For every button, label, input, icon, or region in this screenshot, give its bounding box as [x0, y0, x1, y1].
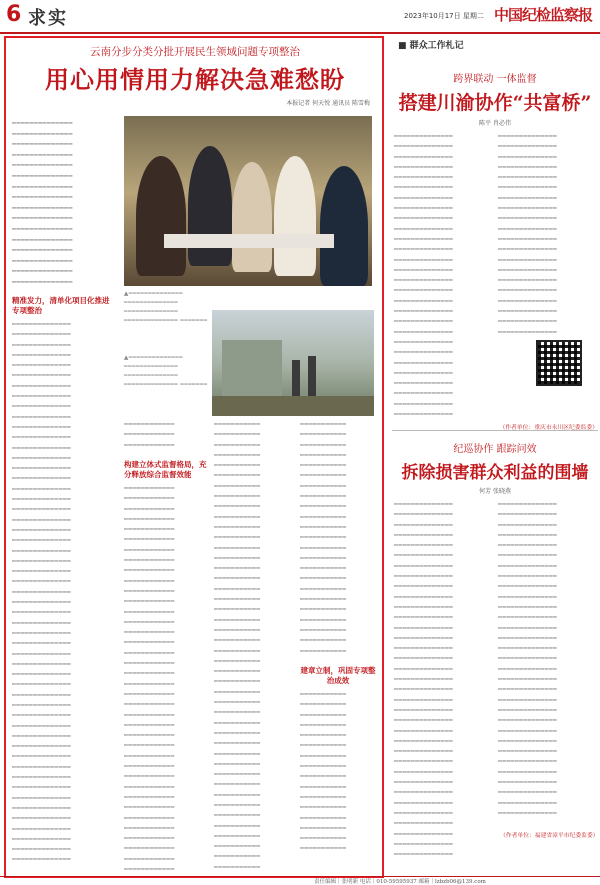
issue-date: 2023年10月17日 星期二: [404, 12, 484, 20]
right-kicker-1: 跨界联动 一体监督: [453, 74, 537, 85]
body-column-1: ━━━━━━━━━━━━━━ ━━━━━━━━━━━━━━ ━━━━━━━━━━━━━━ ━━━━━━━━━━━━━━ ━━━━━━━━━━━━━━ ━━━━━━━━━━━━━━ ━━━━━━━━━━━━━━ ━━━━━━━━━━━━━━ ━━━━━━━━━━━━━━ ━━━━━━━━━━━━━━ ━━━━━━━━━━━━━━ ━━━━━━━━━━━━━━ ━━━━━━━━━━━━━━ ━━━━━━━━━━━━━━ ━━━━━━━━━━━━━━ ━━━━━━━━━━━━━━ ━━━━━━━━━━━━━━ ━━━━━━━━━━━━━━ ━━━━━━━━━━━━━━ ━━━━━━━━━━━━━━ ━━━━━━━━━━━━━━ ━━━━━━━━━━━━━━ ━━━━━━━━━━━━━━ ━━━━━━━━━━━━━━ ━━━━━━━━━━━━━━ ━━━━━━━━━━━━━━ ━━━━━━━━━━━━━━ ━━━━━━━━━━━━━━ ━━━━━━━━━━━━━━ ━━━━━━━━━━━━━━ ━━━━━━━━━━━━━━ ━━━━━━━━━━━━━━ ━━━━━━━━━━━━━━ ━━━━━━━━━━━━━━ ━━━━━━━━━━━━━━ ━━━━━━━━━━━━━━ ━━━━━━━━━━━━━━ ━━━━━━━━━━━━━━ ━━━━━━━━━━━━━━ ━━━━━━━━━━━━━━ ━━━━━━━━━━━━━━ ━━━━━━━━━━━━━━ ━━━━━━━━━━━━━━ ━━━━━━━━━━━━━━ ━━━━━━━━━━━━━━ ━━━━━━━━━━━━━━ ━━━━━━━━━━━━━━ ━━━━━━━━━━━━━━ ━━━━━━━━━━━━━━ ━━━━━━━━━━━━━━ ━━━━━━━━━━━━━━ ━━━━━━━━━━━━━━ ━━━━━━━━━━━━━━: [12, 321, 72, 864]
body-column-4: ━━━━━━━━━━━ ━━━━━━━━━━━ ━━━━━━━━━━━ ━━━━━━━━━━━ ━━━━━━━━━━━ ━━━━━━━━━━━ ━━━━━━━━━━━ ━━━━━━━━━━━ ━━━━━━━━━━━ ━━━━━━━━━━━ ━━━━━━━━━━━ ━━━━━━━━━━━ ━━━━━━━━━━━ ━━━━━━━━━━━ ━━━━━━━━━━━ ━━━━━━━━━━━: [300, 691, 347, 853]
right2-column-1: ━━━━━━━━━━━━━━ ━━━━━━━━━━━━━━ ━━━━━━━━━━━━━━ ━━━━━━━━━━━━━━ ━━━━━━━━━━━━━━ ━━━━━━━━━━━━━━ ━━━━━━━━━━━━━━ ━━━━━━━━━━━━━━ ━━━━━━━━━━━━━━ ━━━━━━━━━━━━━━ ━━━━━━━━━━━━━━ ━━━━━━━━━━━━━━ ━━━━━━━━━━━━━━ ━━━━━━━━━━━━━━ ━━━━━━━━━━━━━━ ━━━━━━━━━━━━━━ ━━━━━━━━━━━━━━ ━━━━━━━━━━━━━━ ━━━━━━━━━━━━━━ ━━━━━━━━━━━━━━ ━━━━━━━━━━━━━━ ━━━━━━━━━━━━━━ ━━━━━━━━━━━━━━ ━━━━━━━━━━━━━━ ━━━━━━━━━━━━━━ ━━━━━━━━━━━━━━ ━━━━━━━━━━━━━━ ━━━━━━━━━━━━━━ ━━━━━━━━━━━━━━ ━━━━━━━━━━━━━━ ━━━━━━━━━━━━━━ ━━━━━━━━━━━━━━ ━━━━━━━━━━━━━━ ━━━━━━━━━━━━━━ ━━━━━━━━━━━━━━: [394, 501, 454, 859]
right-kicker-2: 纪巡协作 跟踪问效: [453, 444, 537, 455]
body-column-3: ━━━━━━━━━━━ ━━━━━━━━━━━ ━━━━━━━━━━━ ━━━━━━━━━━━ ━━━━━━━━━━━ ━━━━━━━━━━━ ━━━━━━━━━━━ ━━━━━━━━━━━ ━━━━━━━━━━━ ━━━━━━━━━━━ ━━━━━━━━━━━ ━━━━━━━━━━━ ━━━━━━━━━━━ ━━━━━━━━━━━ ━━━━━━━━━━━ ━━━━━━━━━━━ ━━━━━━━━━━━ ━━━━━━━━━━━ ━━━━━━━━━━━ ━━━━━━━━━━━ ━━━━━━━━━━━ ━━━━━━━━━━━ ━━━━━━━━━━━ ━━━━━━━━━━━ ━━━━━━━━━━━ ━━━━━━━━━━━ ━━━━━━━━━━━ ━━━━━━━━━━━ ━━━━━━━━━━━ ━━━━━━━━━━━ ━━━━━━━━━━━ ━━━━━━━━━━━ ━━━━━━━━━━━ ━━━━━━━━━━━ ━━━━━━━━━━━ ━━━━━━━━━━━ ━━━━━━━━━━━ ━━━━━━━━━━━ ━━━━━━━━━━━ ━━━━━━━━━━━ ━━━━━━━━━━━ ━━━━━━━━━━━ ━━━━━━━━━━━ ━━━━━━━━━━━: [214, 421, 261, 871]
subhead-3: 建章立制，巩固专项整治成效: [300, 666, 376, 685]
page-number: 6: [6, 2, 22, 27]
photo-caption-1: ▲━━━━━━━━━━━━━━ ━━━━━━━━━━━━━━ ━━━━━━━━━━━━━━ ━━━━━━━━━━━━━━ ━━━━━━━: [124, 291, 208, 324]
subhead-2: 构建立体式监督格局，充分释放综合监督效能: [124, 460, 207, 479]
right-byline-1: 陈平 肖必伟: [479, 120, 511, 127]
author-note-2: （作者单位：福建省漳平市纪委监委）: [500, 833, 599, 839]
photo-construction-site: [212, 310, 374, 416]
right1-column-2: ━━━━━━━━━━━━━━ ━━━━━━━━━━━━━━ ━━━━━━━━━━━━━━ ━━━━━━━━━━━━━━ ━━━━━━━━━━━━━━ ━━━━━━━━━━━━━━ ━━━━━━━━━━━━━━ ━━━━━━━━━━━━━━ ━━━━━━━━━━━━━━ ━━━━━━━━━━━━━━ ━━━━━━━━━━━━━━ ━━━━━━━━━━━━━━ ━━━━━━━━━━━━━━ ━━━━━━━━━━━━━━ ━━━━━━━━━━━━━━ ━━━━━━━━━━━━━━ ━━━━━━━━━━━━━━ ━━━━━━━━━━━━━━ ━━━━━━━━━━━━━━ ━━━━━━━━━━━━━━: [498, 133, 558, 336]
footer-info: 责任编辑｜张明新 电话｜010-59595937 邮箱｜lzbzb06@139.com: [314, 879, 486, 885]
subhead-1: 精准发力，清单化项目化推进专项整治: [12, 296, 110, 315]
right-headline-1: 搭建川渝协作“共富桥”: [398, 92, 592, 114]
right-byline-2: 何芳 张晓燕: [479, 488, 511, 495]
main-headline: 用心用情用力解决急难愁盼: [45, 65, 345, 94]
right2-column-2: ━━━━━━━━━━━━━━ ━━━━━━━━━━━━━━ ━━━━━━━━━━━━━━ ━━━━━━━━━━━━━━ ━━━━━━━━━━━━━━ ━━━━━━━━━━━━━━ ━━━━━━━━━━━━━━ ━━━━━━━━━━━━━━ ━━━━━━━━━━━━━━ ━━━━━━━━━━━━━━ ━━━━━━━━━━━━━━ ━━━━━━━━━━━━━━ ━━━━━━━━━━━━━━ ━━━━━━━━━━━━━━ ━━━━━━━━━━━━━━ ━━━━━━━━━━━━━━ ━━━━━━━━━━━━━━ ━━━━━━━━━━━━━━ ━━━━━━━━━━━━━━ ━━━━━━━━━━━━━━ ━━━━━━━━━━━━━━ ━━━━━━━━━━━━━━ ━━━━━━━━━━━━━━ ━━━━━━━━━━━━━━ ━━━━━━━━━━━━━━ ━━━━━━━━━━━━━━ ━━━━━━━━━━━━━━ ━━━━━━━━━━━━━━ ━━━━━━━━━━━━━━ ━━━━━━━━━━━━━━ ━━━━━━━━━━━━━━: [498, 501, 558, 817]
newspaper-name: 中国纪检监察报: [494, 6, 593, 24]
author-note-1: （作者单位：重庆市永川区纪委监委）: [499, 425, 598, 431]
qr-code-icon: [536, 340, 582, 386]
photo-villagers-table: [124, 116, 372, 286]
main-kicker: 云南分步分类分批开展民生领域问题专项整治: [90, 46, 300, 58]
section-title: 求实: [28, 8, 68, 29]
photo-caption-2: ▲━━━━━━━━━━━━━━ ━━━━━━━━━━━━━━ ━━━━━━━━━━━━━━ ━━━━━━━━━━━━━━ ━━━━━━━: [124, 355, 208, 388]
divider: [392, 430, 598, 431]
main-byline: 本报记者 何天悦 通讯员 陈雪梅: [286, 100, 370, 107]
right1-column-1: ━━━━━━━━━━━━━━ ━━━━━━━━━━━━━━ ━━━━━━━━━━━━━━ ━━━━━━━━━━━━━━ ━━━━━━━━━━━━━━ ━━━━━━━━━━━━━━ ━━━━━━━━━━━━━━ ━━━━━━━━━━━━━━ ━━━━━━━━━━━━━━ ━━━━━━━━━━━━━━ ━━━━━━━━━━━━━━ ━━━━━━━━━━━━━━ ━━━━━━━━━━━━━━ ━━━━━━━━━━━━━━ ━━━━━━━━━━━━━━ ━━━━━━━━━━━━━━ ━━━━━━━━━━━━━━ ━━━━━━━━━━━━━━ ━━━━━━━━━━━━━━ ━━━━━━━━━━━━━━ ━━━━━━━━━━━━━━ ━━━━━━━━━━━━━━ ━━━━━━━━━━━━━━ ━━━━━━━━━━━━━━ ━━━━━━━━━━━━━━ ━━━━━━━━━━━━━━ ━━━━━━━━━━━━━━ ━━━━━━━━━━━━━━: [394, 133, 454, 419]
body-column-2: ━━━━━━━━━━━━ ━━━━━━━━━━━━ ━━━━━━━━━━━━ ━━━━━━━━━━━━ ━━━━━━━━━━━━ ━━━━━━━━━━━━ ━━━━━━━━━━━━ ━━━━━━━━━━━━ ━━━━━━━━━━━━ ━━━━━━━━━━━━ ━━━━━━━━━━━━ ━━━━━━━━━━━━ ━━━━━━━━━━━━ ━━━━━━━━━━━━ ━━━━━━━━━━━━ ━━━━━━━━━━━━ ━━━━━━━━━━━━ ━━━━━━━━━━━━ ━━━━━━━━━━━━ ━━━━━━━━━━━━ ━━━━━━━━━━━━ ━━━━━━━━━━━━ ━━━━━━━━━━━━ ━━━━━━━━━━━━ ━━━━━━━━━━━━ ━━━━━━━━━━━━ ━━━━━━━━━━━━ ━━━━━━━━━━━━ ━━━━━━━━━━━━ ━━━━━━━━━━━━ ━━━━━━━━━━━━ ━━━━━━━━━━━━ ━━━━━━━━━━━━ ━━━━━━━━━━━━ ━━━━━━━━━━━━ ━━━━━━━━━━━━ ━━━━━━━━━━━━ ━━━━━━━━━━━━: [124, 485, 175, 872]
column-tag: ■ 群众工作札记: [398, 41, 464, 51]
body-column-2-top: ━━━━━━━━━━━━ ━━━━━━━━━━━━ ━━━━━━━━━━━━: [124, 421, 175, 449]
body-column-4-top: ━━━━━━━━━━━ ━━━━━━━━━━━ ━━━━━━━━━━━ ━━━━━━━━━━━ ━━━━━━━━━━━ ━━━━━━━━━━━ ━━━━━━━━━━━ ━━━━━━━━━━━ ━━━━━━━━━━━ ━━━━━━━━━━━ ━━━━━━━━━━━ ━━━━━━━━━━━ ━━━━━━━━━━━ ━━━━━━━━━━━ ━━━━━━━━━━━ ━━━━━━━━━━━ ━━━━━━━━━━━ ━━━━━━━━━━━ ━━━━━━━━━━━ ━━━━━━━━━━━ ━━━━━━━━━━━ ━━━━━━━━━━━ ━━━━━━━━━━━: [300, 421, 347, 655]
lead-paragraph: ━━━━━━━━━━━━━━ ━━━━━━━━━━━━━━ ━━━━━━━━━━━━━━ ━━━━━━━━━━━━━━ ━━━━━━━━━━━━━━ ━━━━━━━━━━━━━━ ━━━━━━━━━━━━━━ ━━━━━━━━━━━━━━ ━━━━━━━━━━━━━━ ━━━━━━━━━━━━━━ ━━━━━━━━━━━━━━ ━━━━━━━━━━━━━━ ━━━━━━━━━━━━━━ ━━━━━━━━━━━━━━ ━━━━━━━━━━━━━━ ━━━━━━━━━━━━━━: [12, 119, 73, 286]
right-headline-2: 拆除损害群众利益的围墙: [401, 463, 589, 483]
